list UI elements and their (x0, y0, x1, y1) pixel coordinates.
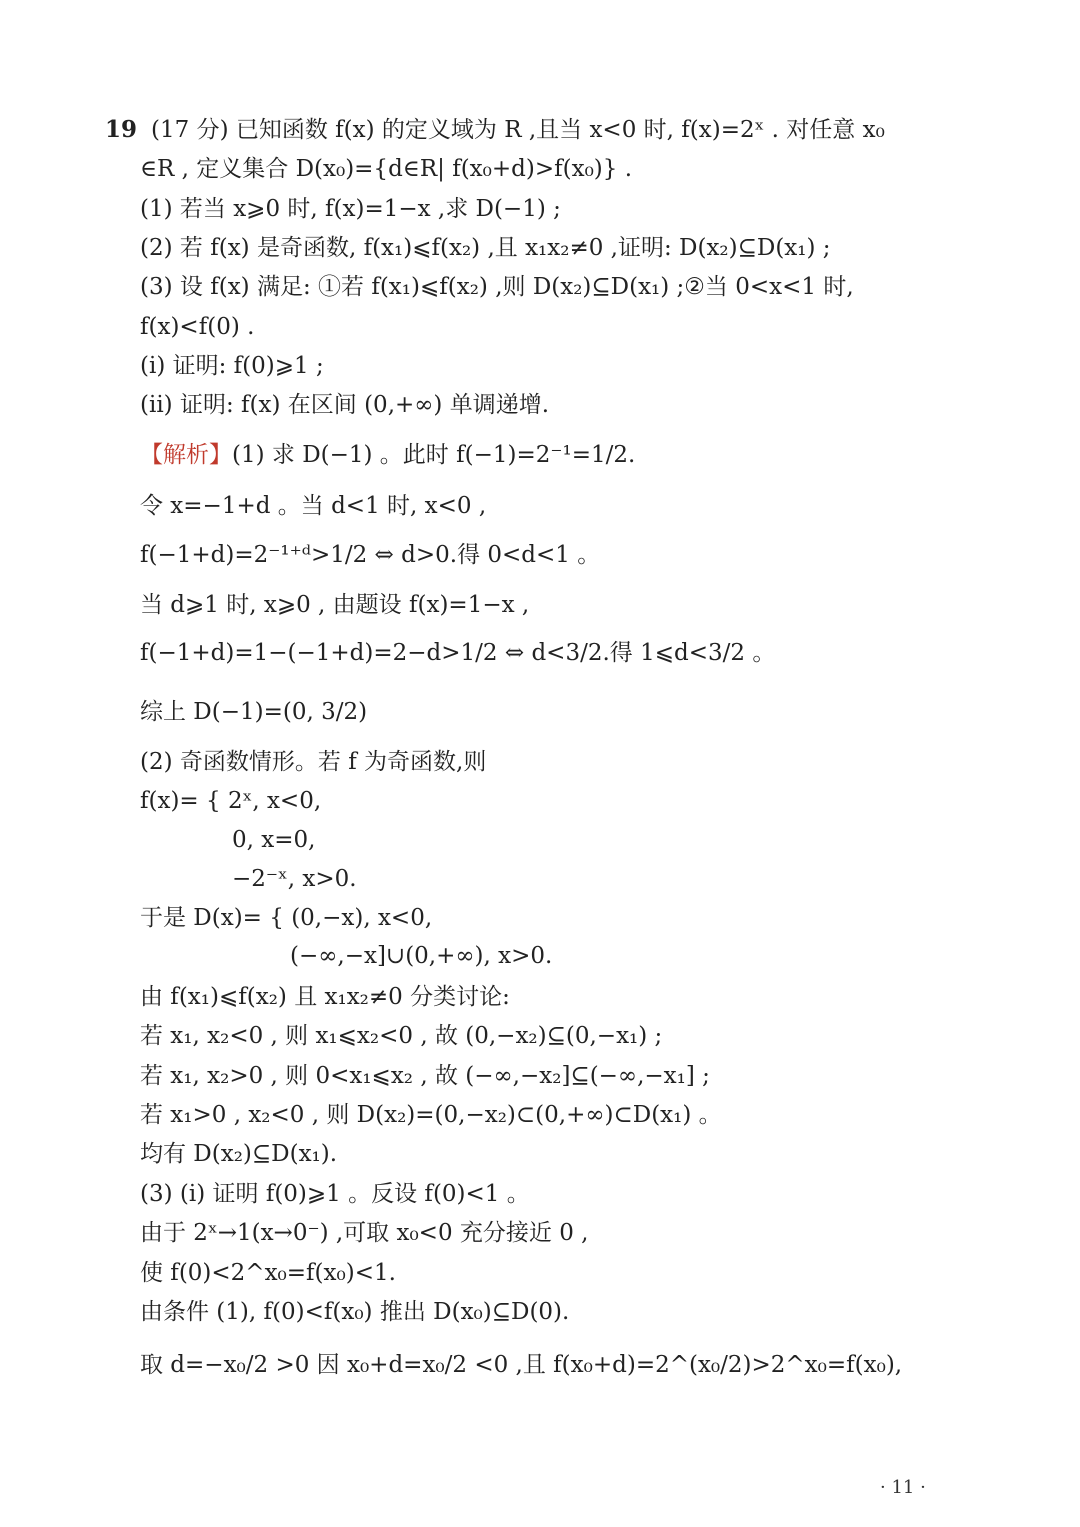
question-part-1: (1) 若当 x⩾0 时, f(x)=1−x ,求 D(−1) ; (140, 196, 561, 222)
question-part-2: (2) 若 f(x) 是奇函数, f(x₁)⩽f(x₂) ,且 x₁x₂≠0 ,证明: D(x₂)⊆D(x₁) ; (140, 235, 831, 261)
solution-line: f(x)= { 2ˣ, x<0, (140, 788, 322, 814)
solution-line: −2⁻ˣ, x>0. (232, 866, 357, 892)
solution-line: 使 f(0)<2^x₀=f(x₀)<1. (140, 1260, 396, 1286)
solution-line: 0, x=0, (232, 827, 316, 853)
solution-line: 若 x₁>0 , x₂<0 , 则 D(x₂)=(0,−x₂)⊂(0,+∞)⊂D(x₁) 。 (140, 1102, 722, 1128)
solution-tag: 【解析】 (140, 442, 232, 468)
question-part-3-ii: (ii) 证明: f(x) 在区间 (0,+∞) 单调递增. (140, 392, 550, 418)
solution-text: (1) 求 D(−1) 。此时 f(−1)=2⁻¹=1/2. (232, 442, 636, 468)
question-part-3-line-2: f(x)<f(0) . (140, 314, 255, 340)
solution-line (140, 440, 1020, 470)
question-part-3-line-1: (3) 设 f(x) 满足: ①若 f(x₁)⩽f(x₂) ,则 D(x₂)⊆D(x₁) ;②当 0<x<1 时, (140, 274, 854, 300)
solution-line: (−∞,−x]∪(0,+∞), x>0. (290, 943, 553, 969)
solution-line: 当 d⩾1 时, x⩾0 , 由题设 f(x)=1−x , (140, 592, 530, 618)
solution-line: 若 x₁, x₂>0 , 则 0<x₁⩽x₂ , 故 (−∞,−x₂]⊆(−∞,−x₁] ; (140, 1063, 710, 1089)
page-number: · 11 · (880, 1477, 926, 1498)
solution-line: 若 x₁, x₂<0 , 则 x₁⩽x₂<0 , 故 (0,−x₂)⊆(0,−x₁) ; (140, 1023, 663, 1049)
solution-line: 由条件 (1), f(0)<f(x₀) 推出 D(x₀)⊆D(0). (140, 1299, 570, 1325)
solution-line: 令 x=−1+d 。当 d<1 时, x<0 , (140, 493, 487, 519)
solution-line: (2) 奇函数情形。若 f 为奇函数,则 (140, 749, 487, 775)
solution-line: 由 f(x₁)⩽f(x₂) 且 x₁x₂≠0 分类讨论: (140, 984, 510, 1010)
question-line-1 (105, 115, 1020, 145)
solution-line: 综上 D(−1)=(0, 3/2) (140, 699, 368, 725)
solution-line: (3) (i) 证明 f(0)⩾1 。反设 f(0)<1 。 (140, 1181, 530, 1207)
solution-line: 由于 2ˣ→1(x→0⁻) ,可取 x₀<0 充分接近 0 , (140, 1220, 589, 1246)
question-stem-2: ∈R , 定义集合 D(x₀)={d∈R| f(x₀+d)>f(x₀)} . (140, 156, 633, 182)
question-number: 19 (105, 116, 138, 143)
question-stem-1: (17 分) 已知函数 f(x) 的定义域为 R ,且当 x<0 时, f(x)=2ˣ . 对任意 x₀ (151, 117, 885, 143)
question-part-3-i: (i) 证明: f(0)⩾1 ; (140, 353, 324, 379)
solution-line: f(−1+d)=2⁻¹⁺ᵈ>1/2 ⇔ d>0.得 0<d<1 。 (140, 542, 601, 568)
solution-line: 于是 D(x)= { (0,−x), x<0, (140, 905, 433, 931)
solution-line: f(−1+d)=1−(−1+d)=2−d>1/2 ⇔ d<3/2.得 1⩽d<3/2 。 (140, 640, 776, 666)
solution-line: 均有 D(x₂)⊆D(x₁). (140, 1141, 338, 1167)
solution-line: 取 d=−x₀/2 >0 因 x₀+d=x₀/2 <0 ,且 f(x₀+d)=2^(x₀/2)>2^x₀=f(x₀), (140, 1352, 903, 1378)
